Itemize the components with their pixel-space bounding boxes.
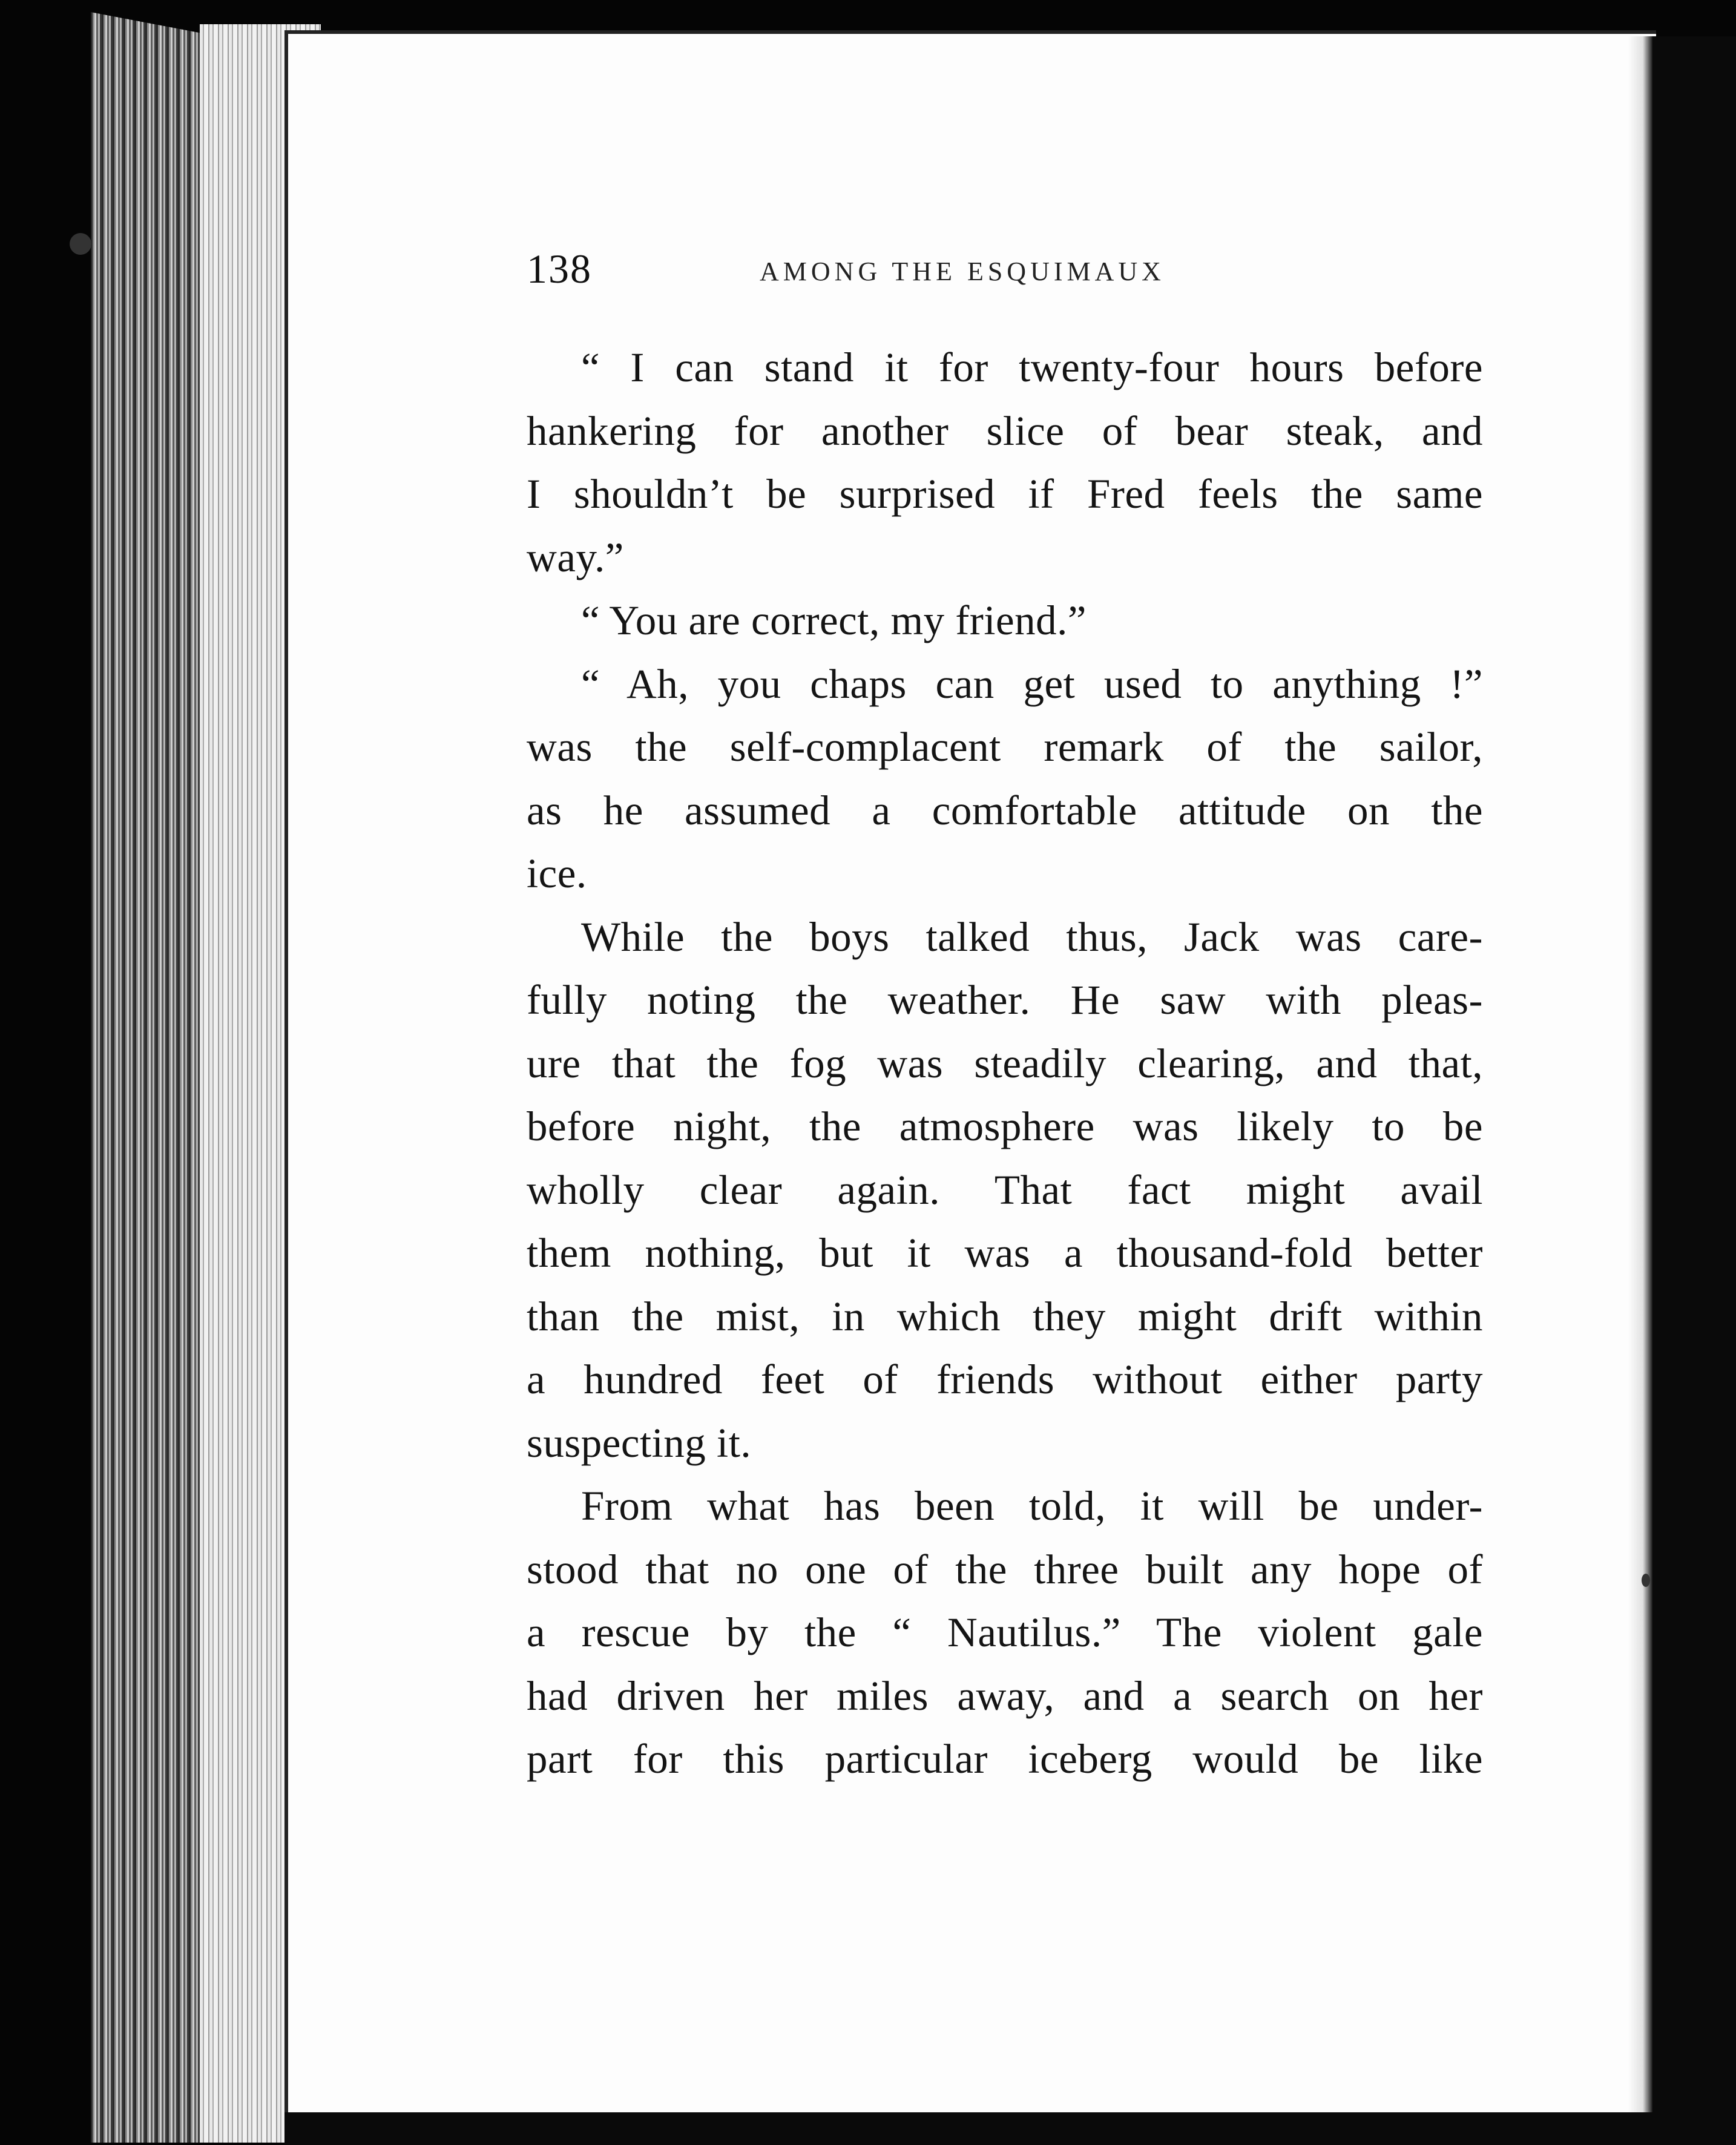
page-right-edge bbox=[1628, 36, 1652, 2118]
text-line: ure that the fog was steadily clearing, and that, bbox=[527, 1040, 1483, 1086]
text-line: I shouldn’t be surprised if Fred feels the same bbox=[527, 471, 1483, 517]
text-line: than the mist, in which they might drift within bbox=[527, 1293, 1483, 1339]
scan-speck bbox=[70, 233, 91, 255]
text-line: wholly clear again. That fact might avail bbox=[527, 1166, 1483, 1213]
text-line: “ You are correct, my friend.” bbox=[581, 597, 1087, 643]
text-line: them nothing, but it was a thousand-fold better bbox=[527, 1230, 1483, 1276]
body-text bbox=[527, 336, 1483, 1791]
text-line: part for this particular iceberg would be like bbox=[527, 1736, 1483, 1782]
text-line: as he assumed a comfortable attitude on the bbox=[527, 787, 1483, 833]
scan-right-border bbox=[1652, 36, 1736, 2145]
scan-bottom-border bbox=[284, 2112, 1736, 2145]
text-line: was the self-complacent remark of the sailor, bbox=[527, 724, 1483, 770]
text-line: way.” bbox=[527, 534, 624, 580]
text-line: hankering for another slice of bear steak, and bbox=[527, 407, 1483, 454]
running-head-title: AMONG THE ESQUIMAUX bbox=[760, 257, 1165, 286]
text-line: “ I can stand it for twenty-four hours before bbox=[581, 344, 1483, 390]
text-line: While the boys talked thus, Jack was care- bbox=[581, 913, 1483, 960]
page-number: 138 bbox=[527, 246, 592, 292]
scan-speck bbox=[1642, 1574, 1650, 1587]
text-line: “ Ah, you chaps can get used to anything !” bbox=[581, 660, 1483, 707]
text-line: stood that no one of the three built any hope of bbox=[527, 1546, 1483, 1592]
text-line: before night, the atmosphere was likely to be bbox=[527, 1103, 1483, 1149]
text-line: fully noting the weather. He saw with pleas- bbox=[527, 977, 1483, 1023]
running-head bbox=[527, 245, 1241, 306]
text-line: From what has been told, it will be under- bbox=[581, 1483, 1483, 1529]
text-line: suspecting it. bbox=[527, 1419, 752, 1466]
text-line: a hundred feet of friends without either party bbox=[527, 1356, 1483, 1402]
text-line: a rescue by the “ Nautilus.” The violent gale bbox=[527, 1609, 1483, 1655]
text-line: ice. bbox=[527, 850, 587, 896]
text-line: had driven her miles away, and a search on her bbox=[527, 1672, 1483, 1719]
